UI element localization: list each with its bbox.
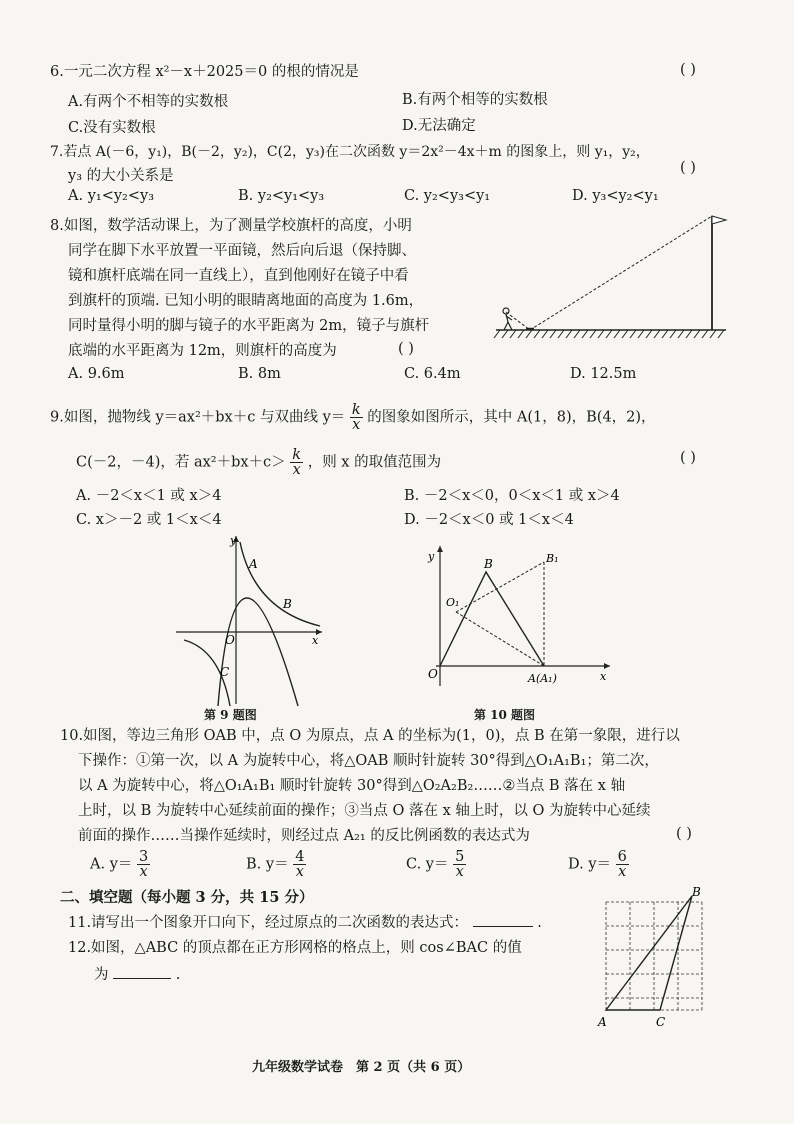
q9-option-a: A. －2＜x＜1 或 x＞4 xyxy=(76,488,222,504)
x-axis-arrow xyxy=(604,663,610,669)
fig12-label-a: A xyxy=(598,1015,607,1029)
q12-line1: 12.如图，△ABC 的顶点都在正方形网格的格点上，则 cos∠BAC 的值 xyxy=(68,940,522,956)
q7-option-c: C. y₂<y₃<y₁ xyxy=(404,188,491,204)
q11-line xyxy=(68,912,542,933)
frac-den: x xyxy=(618,864,627,880)
q12-line2 xyxy=(94,964,180,985)
q11-end: . xyxy=(537,915,542,931)
q9-stem-part2: 的图象如图所示，其中 A(1，8)，B(4，2)， xyxy=(367,409,656,426)
fig10-label-o: O xyxy=(428,667,438,681)
frac xyxy=(137,850,150,879)
q9-answer-parens: ( ) xyxy=(680,450,696,466)
fig12-label-b: B xyxy=(692,885,701,899)
side-o1-a1 xyxy=(456,612,544,666)
fig9-label-x: x xyxy=(312,634,319,647)
q7-option-d: D. y₃<y₂<y₁ xyxy=(572,188,659,204)
frac-num: k xyxy=(351,402,361,418)
fig9-label-c: C xyxy=(220,665,230,679)
q8-line1: 8.如图，数学活动课上，为了测量学校旗杆的高度，小明 xyxy=(50,218,412,234)
section2-heading: 二、填空题（每小题 3 分，共 15 分） xyxy=(60,889,314,906)
q10-answer-parens: ( ) xyxy=(676,826,692,842)
fig9-label-a: A xyxy=(249,557,258,571)
frac-num: 5 xyxy=(455,849,465,865)
q10-line1: 10.如图，等边三角形 OAB 中，点 O 为原点，点 A 的坐标为(1，0)，点 B 在第一象限，进行以 xyxy=(60,728,680,744)
q8-line5: 同时量得小明的脚与镜子的水平距离为 2m，镜子与旗杆 xyxy=(68,318,430,334)
q7-option-b: B. y₂<y₁<y₃ xyxy=(238,188,325,204)
fig9-label-b: B xyxy=(283,597,292,611)
q8-flagpole-figure xyxy=(490,208,730,348)
opt-label: D. y＝ xyxy=(568,856,612,873)
q12-end: . xyxy=(175,967,181,983)
triangle-abc xyxy=(606,896,692,1010)
q8-option-d: D. 12.5m xyxy=(570,366,637,382)
fig10-caption: 第 10 题图 xyxy=(474,708,536,722)
q6-option-b: B.有两个相等的实数根 xyxy=(402,92,548,108)
fig9-graph xyxy=(170,530,330,708)
q7-stem-line1: 7.若点 A(－6，y₁)，B(－2，y₂)，C(2，y₃)在二次函数 y＝2x²－4x＋m 的图象上，则 y₁，y₂， xyxy=(50,144,650,160)
fig10-label-a: A(A₁) xyxy=(528,672,557,685)
fig10-label-b: B xyxy=(484,557,493,571)
q10-line4: 上时，以 B 为旋转中心延续前面的操作；③当点 O 落在 x 轴上时，以 O 为旋转中心延续 xyxy=(78,803,651,819)
q10-option-a xyxy=(90,850,150,879)
q9-stem-part1: 9.如图，抛物线 y＝ax²＋bx＋c 与双曲线 y＝ xyxy=(50,409,346,426)
fig10-label-y: y xyxy=(428,550,435,563)
q6-option-c: C.没有实数根 xyxy=(68,120,156,136)
frac-den: x xyxy=(295,864,304,880)
opt-label: B. y＝ xyxy=(246,856,289,873)
q11-answer-blank[interactable] xyxy=(473,912,533,927)
q11-stem: 11.请写出一个图象开口向下，经过原点的二次函数的表达式： xyxy=(68,915,469,931)
q9-stem-line2 xyxy=(76,448,441,477)
q10-line5: 前面的操作……当操作延续时，则经过点 A₂₁ 的反比例函数的表达式为 xyxy=(78,828,530,844)
fig12-label-c: C xyxy=(656,1015,666,1029)
frac-den: x xyxy=(352,417,361,433)
person-icon xyxy=(503,308,512,330)
frac-den: x xyxy=(292,462,301,478)
q12-grid-figure xyxy=(596,884,716,1030)
q8-line2: 同学在脚下水平放置一平面镜，然后向后退（保持脚、 xyxy=(68,243,416,259)
frac-num: 3 xyxy=(139,849,149,865)
q8-line4: 到旗杆的顶端. 已知小明的眼睛离地面的高度为 1.6m， xyxy=(68,293,424,309)
frac xyxy=(616,850,629,879)
q12-stem: 为 xyxy=(94,967,109,983)
fig9-caption: 第 9 题图 xyxy=(204,708,257,722)
fig10-label-o1: O₁ xyxy=(446,596,460,609)
fig9-label-y: y xyxy=(230,534,237,547)
q6-option-a: A.有两个不相等的实数根 xyxy=(68,94,229,110)
q8-option-b: B. 8m xyxy=(238,366,281,382)
fig10-graph xyxy=(420,540,620,690)
q9-stem-part3: C(－2，－4)，若 ax²＋bx＋c＞ xyxy=(76,454,286,471)
q12-answer-blank[interactable] xyxy=(113,964,171,979)
q6-stem: 6.一元二次方程 x²－x＋2025＝0 的根的情况是 xyxy=(50,64,359,80)
parabola xyxy=(218,598,298,706)
q9-option-b: B. －2＜x＜0，0＜x＜1 或 x＞4 xyxy=(404,488,620,504)
opt-label: A. y＝ xyxy=(90,856,133,873)
grid-lines xyxy=(606,902,702,1010)
q6-answer-parens: ( ) xyxy=(680,62,696,78)
y-axis-arrow xyxy=(437,546,443,552)
q6-option-d: D.无法确定 xyxy=(402,118,476,134)
q9-option-c: C. x＞－2 或 1＜x＜4 xyxy=(76,512,222,528)
q8-option-a: A. 9.6m xyxy=(68,366,125,382)
fig10-label-b1: B₁ xyxy=(546,552,559,565)
q10-option-b xyxy=(246,850,306,879)
opt-label: C. y＝ xyxy=(406,856,449,873)
frac xyxy=(453,850,466,879)
frac-num: 4 xyxy=(295,849,305,865)
side-o1-b1 xyxy=(456,562,544,612)
fig9-label-o: O xyxy=(225,633,235,647)
frac-den: x xyxy=(139,864,148,880)
q9-fraction-k-over-x xyxy=(350,403,363,432)
q9-stem-line1 xyxy=(50,403,656,432)
q9-option-d: D. －2＜x＜0 或 1＜x＜4 xyxy=(404,512,574,528)
fig10-label-x: x xyxy=(600,670,607,683)
q8-answer-parens: ( ) xyxy=(398,341,414,357)
q8-line3: 镜和旗杆底端在同一直线上），直到他刚好在镜子中看 xyxy=(68,268,409,284)
page-footer: 九年级数学试卷 第 2 页（共 6 页） xyxy=(252,1060,471,1075)
q10-line3: 以 A 为旋转中心，将△O₁A₁B₁ 顺时针旋转 30°得到△O₂A₂B₂……②当点 B 落在 x 轴 xyxy=(78,778,626,794)
q9-fraction2 xyxy=(290,448,303,477)
frac-den: x xyxy=(455,864,464,880)
q7-answer-parens: ( ) xyxy=(680,160,696,176)
frac xyxy=(293,850,306,879)
q8-option-c: C. 6.4m xyxy=(404,366,461,382)
q9-stem-part4: ，则 x 的取值范围为 xyxy=(307,454,442,471)
q10-option-c xyxy=(406,850,466,879)
frac-num: k xyxy=(292,447,302,463)
q7-stem-line2: y₃ 的大小关系是 xyxy=(68,168,174,184)
hyperbola-branch-1 xyxy=(240,542,320,626)
triangle-oab xyxy=(440,572,544,666)
q7-option-a: A. y₁<y₂<y₃ xyxy=(68,188,155,204)
flag-icon xyxy=(712,216,726,224)
sight-line-to-mirror xyxy=(506,312,530,330)
frac-num: 6 xyxy=(617,849,627,865)
q8-line6: 底端的水平距离为 12m，则旗杆的高度为 xyxy=(68,343,337,359)
sight-line-to-flag xyxy=(530,216,712,330)
q10-option-d xyxy=(568,850,629,879)
ground-hatching xyxy=(494,330,724,338)
q10-line2: 下操作：①第一次，以 A 为旋转中心，将△OAB 顺时针旋转 30°得到△O₁A₁B₁；第二次， xyxy=(78,753,659,769)
